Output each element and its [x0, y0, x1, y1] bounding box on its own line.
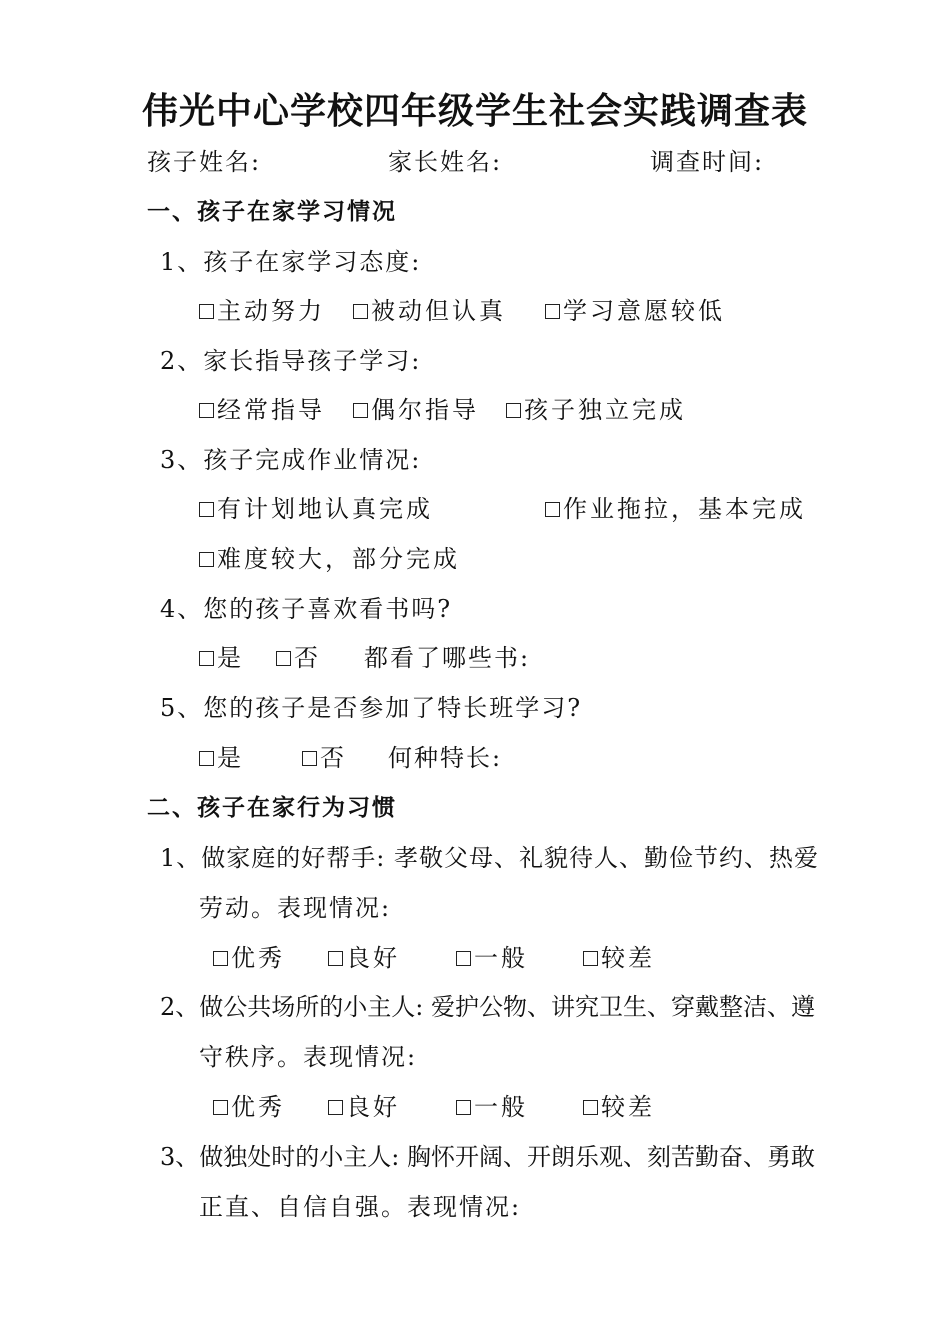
checkbox-icon — [545, 304, 560, 319]
s2-q1-option-2[interactable]: 良好 — [328, 940, 400, 976]
section1-heading: 一、孩子在家学习情况 — [147, 199, 397, 225]
s1-q2-option-3[interactable]: 孩子独立完成 — [506, 392, 686, 428]
section2-heading: 二、孩子在家行为习惯 — [147, 795, 397, 821]
checkbox-icon — [213, 951, 228, 966]
s1-q3-option-1[interactable]: 有计划地认真完成 — [199, 491, 433, 527]
s2-q3-line1: 3、做独处时的小主人: 胸怀开阔、开朗乐观、刻苦勤奋、勇敢 — [160, 1143, 815, 1171]
s2-q1-line2: 劳动。表现情况: — [199, 894, 392, 922]
checkbox-icon — [199, 751, 214, 766]
s1-q3-option-2[interactable]: 作业拖拉，基本完成 — [545, 491, 806, 527]
s1-q5-option-no[interactable]: 否 — [302, 740, 347, 776]
s2-q2-option-2[interactable]: 良好 — [328, 1089, 400, 1125]
checkbox-icon — [545, 502, 560, 517]
checkbox-icon — [213, 1100, 228, 1115]
checkbox-icon — [302, 751, 317, 766]
s1-q4-option-yes[interactable]: 是 — [199, 640, 244, 676]
s2-q2-line1: 2、做公共场所的小主人: 爱护公物、讲究卫生、穿戴整洁、遵 — [160, 993, 815, 1021]
s1-q4-text: 4、您的孩子喜欢看书吗? — [160, 595, 453, 623]
s1-q1-option-1[interactable]: 主动努力 — [199, 293, 325, 329]
checkbox-icon — [328, 1100, 343, 1115]
s2-q3-line2: 正直、自信自强。表现情况: — [199, 1193, 522, 1221]
checkbox-icon — [583, 951, 598, 966]
checkbox-icon — [328, 951, 343, 966]
s1-q4-follow-up: 都看了哪些书: — [364, 644, 531, 672]
s1-q2-option-1[interactable]: 经常指导 — [199, 392, 325, 428]
s1-q3-text: 3、孩子完成作业情况: — [160, 446, 422, 474]
s1-q1-text: 1、孩子在家学习态度: — [160, 248, 422, 276]
checkbox-icon — [456, 951, 471, 966]
s2-q2-option-4[interactable]: 较差 — [583, 1089, 655, 1125]
s1-q4-option-no[interactable]: 否 — [276, 640, 321, 676]
s2-q1-option-1[interactable]: 优秀 — [213, 940, 285, 976]
checkbox-icon — [199, 552, 214, 567]
s2-q2-option-1[interactable]: 优秀 — [213, 1089, 285, 1125]
s1-q1-option-3[interactable]: 学习意愿较低 — [545, 293, 725, 329]
checkbox-icon — [199, 403, 214, 418]
s1-q5-option-yes[interactable]: 是 — [199, 740, 244, 776]
checkbox-icon — [353, 304, 368, 319]
s1-q5-text: 5、您的孩子是否参加了特长班学习? — [160, 694, 583, 722]
s2-q2-line2: 守秩序。表现情况: — [199, 1043, 418, 1071]
checkbox-icon — [199, 651, 214, 666]
checkbox-icon — [353, 403, 368, 418]
s1-q2-text: 2、家长指导孩子学习: — [160, 347, 422, 375]
s1-q5-follow-up: 何种特长: — [388, 744, 503, 772]
checkbox-icon — [276, 651, 291, 666]
checkbox-icon — [583, 1100, 598, 1115]
s2-q2-option-3[interactable]: 一般 — [456, 1089, 528, 1125]
s2-q1-option-4[interactable]: 较差 — [583, 940, 655, 976]
survey-time-label: 调查时间: — [650, 148, 765, 176]
parent-name-label: 家长姓名: — [388, 148, 503, 176]
checkbox-icon — [199, 304, 214, 319]
s1-q3-option-3[interactable]: 难度较大，部分完成 — [199, 541, 460, 577]
checkbox-icon — [456, 1100, 471, 1115]
s1-q2-option-2[interactable]: 偶尔指导 — [353, 392, 479, 428]
s2-q1-line1: 1、做家庭的好帮手: 孝敬父母、礼貌待人、勤俭节约、热爱 — [160, 844, 819, 872]
checkbox-icon — [199, 502, 214, 517]
child-name-label: 孩子姓名: — [147, 148, 262, 176]
s1-q1-option-2[interactable]: 被动但认真 — [353, 293, 506, 329]
checkbox-icon — [506, 403, 521, 418]
s2-q1-option-3[interactable]: 一般 — [456, 940, 528, 976]
page-title: 伟光中心学校四年级学生社会实践调查表 — [141, 90, 808, 132]
